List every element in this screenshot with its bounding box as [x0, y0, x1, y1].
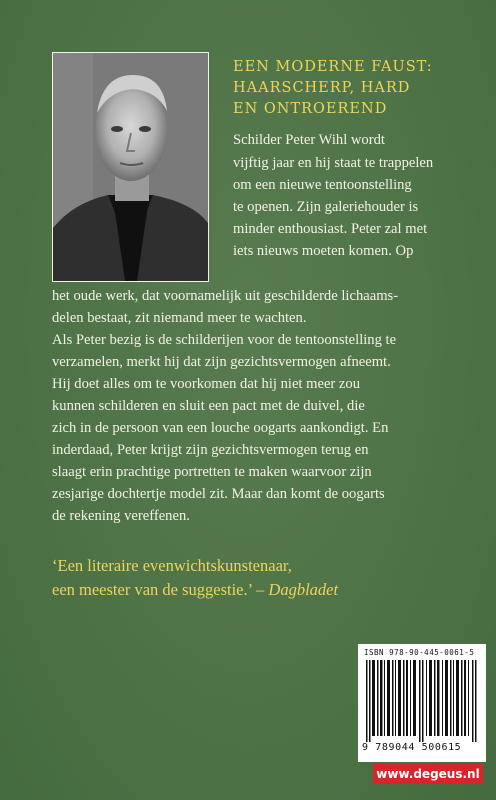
review-quote-line: ‘Een literaire evenwichtskunstenaar, [52, 556, 292, 575]
blurb-line: Als Peter bezig is de schilderijen voor de tentoonstelling te [52, 332, 397, 348]
barcode [358, 644, 486, 762]
headline-line: EEN MODERNE FAUST: [233, 59, 433, 75]
blurb-line: Schilder Peter Wihl wordt [233, 132, 385, 148]
blurb-line: Hij doet alles om te voorkomen dat hij niet meer zou [52, 376, 361, 392]
headline [233, 57, 473, 120]
isbn-label: ISBN 978-90-445-0061-5 [364, 648, 475, 657]
blurb-line: kunnen schilderen en sluit een pact met de duivel, die [52, 398, 365, 414]
blurb-line: verzamelen, merkt hij dat zijn gezichtsvermogen afneemt. [52, 354, 391, 370]
blurb-line: delen bestaat, zit niemand meer te wachten. [52, 310, 307, 326]
publisher-website-link[interactable]: www.degeus.nl [376, 767, 480, 781]
barcode-bars-icon [366, 660, 478, 742]
headline-line: EN ONTROEREND [233, 101, 388, 117]
barcode-digits: 9 789044 500615 [362, 742, 462, 753]
blurb-line: inderdaad, Peter krijgt zijn gezichtsvermogen terug en [52, 442, 369, 458]
review-quote-source: Dagbladet [268, 580, 339, 599]
author-portrait-photo [52, 52, 209, 282]
blurb-line: minder enthousiast. Peter zal met [233, 221, 428, 237]
headline-line: HAARSCHERP, HARD [233, 80, 411, 96]
blurb-line: om een nieuwe tentoonstelling [233, 177, 412, 193]
blurb-line: zich in de persoon van een louche oogarts aankondigt. En [52, 420, 389, 436]
review-quote-text: een meester van de suggestie.’ – [52, 580, 269, 599]
blurb-line: de rekening vereffenen. [52, 508, 190, 524]
blurb-line: het oude werk, dat voornamelijk uit geschilderde lichaams- [52, 288, 399, 304]
blurb-line: vijftig jaar en hij staat te trappelen [233, 155, 434, 171]
publisher-website-badge[interactable] [373, 764, 483, 784]
review-quote-line-2 [52, 580, 338, 600]
blurb-line: te openen. Zijn galeriehouder is [233, 199, 419, 215]
blurb-line: zesjarige dochtertje model zit. Maar dan komt de oogarts [52, 486, 385, 502]
blurb-line: slaagt erin prachtige portretten te maken waarvoor zijn [52, 464, 372, 480]
blurb-line: iets nieuws moeten komen. Op [233, 243, 414, 259]
